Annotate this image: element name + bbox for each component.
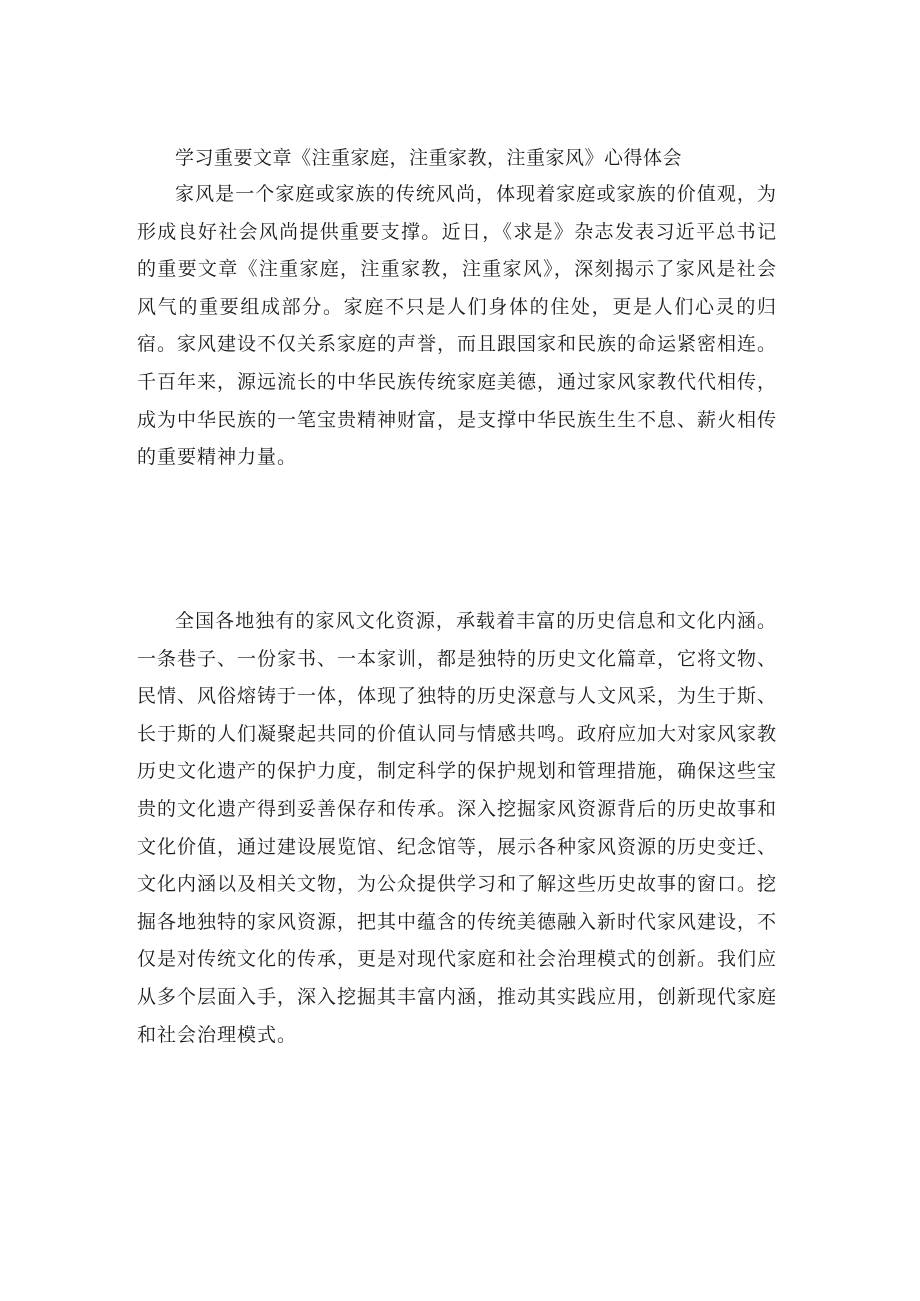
document-title: 学习重要文章《注重家庭，注重家教，注重家风》心得体会	[175, 147, 683, 169]
paragraph-1: 家风是一个家庭或家族的传统风尚，体现着家庭或家族的价值观，为形成良好社会风尚提供重要支撑。近日，《求是》杂志发表习近平总书记的重要文章《注重家庭，注重家教，注重家风》，深刻揭示了家风是社会风气的重要组成部分。家庭不只是人们身体的住处，更是人们心灵的归宿。家风建设不仅关系家庭的声誉，而且跟国家和民族的命运紧密相连。千百年来，源远流长的中华民族传统家庭美德，通过家风家教代代相传，成为中华民族的一笔宝贵精神财富，是支撑中华民族生生不息、薪火相传的重要精神力量。	[137, 183, 778, 469]
paragraph-2: 全国各地独有的家风文化资源，承载着丰富的历史信息和文化内涵。一条巷子、一份家书、一本家训，都是独特的历史文化篇章，它将文物、民情、风俗熔铸于一体，体现了独特的历史深意与人文风采，为生于斯、长于斯的人们凝聚起共同的价值认同与情感共鸣。政府应加大对家风家教历史文化遗产的保护力度，制定科学的保护规划和管理措施，确保这些宝贵的文化遗产得到妥善保存和传承。深入挖掘家风资源背后的历史故事和文化价值，通过建设展览馆、纪念馆等，展示各种家风资源的历史变迁、文化内涵以及相关文物，为公众提供学习和了解这些历史故事的窗口。挖掘各地独特的家风资源，把其中蕴含的传统美德融入新时代家风建设，不仅是对传统文化的传承，更是对现代家庭和社会治理模式的创新。我们应从多个层面入手，深入挖掘其丰富内涵，推动其实践应用，创新现代家庭和社会治理模式。	[137, 610, 778, 1046]
